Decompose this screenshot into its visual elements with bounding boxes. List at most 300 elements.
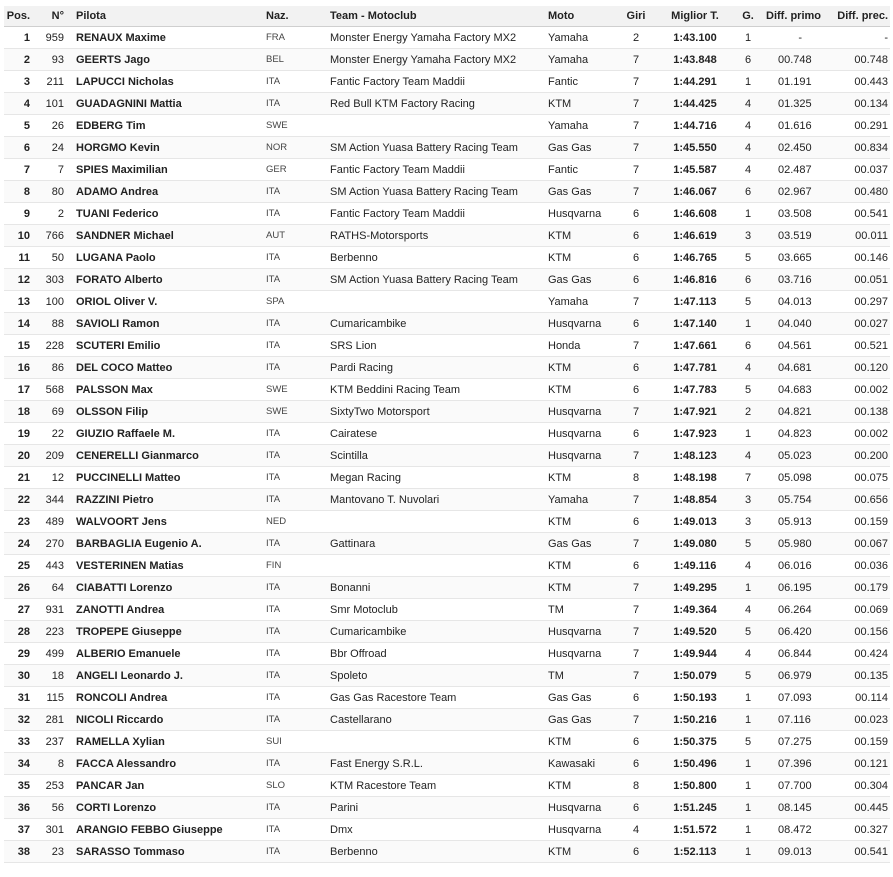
cell-team: SM Action Yuasa Battery Racing Team xyxy=(326,269,544,291)
cell-number: 22 xyxy=(32,423,72,445)
cell-diff-prec: 00.424 xyxy=(832,643,890,665)
cell-number: 56 xyxy=(32,797,72,819)
cell-pos: 31 xyxy=(4,687,32,709)
table-row xyxy=(4,247,890,269)
cell-team xyxy=(326,511,544,533)
table-row xyxy=(4,775,890,797)
cell-best-time: 1:46.067 xyxy=(656,181,734,203)
cell-number: 93 xyxy=(32,49,72,71)
cell-diff-prec: 00.023 xyxy=(832,709,890,731)
cell-giri: 6 xyxy=(616,731,656,753)
cell-moto: KTM xyxy=(544,555,616,577)
cell-diff-prec: 00.027 xyxy=(832,313,890,335)
cell-diff-prec: 00.748 xyxy=(832,49,890,71)
cell-giri: 7 xyxy=(616,643,656,665)
cell-giri: 7 xyxy=(616,71,656,93)
cell-number: 8 xyxy=(32,753,72,775)
cell-g: 3 xyxy=(734,511,762,533)
cell-pos: 30 xyxy=(4,665,32,687)
cell-best-time: 1:48.854 xyxy=(656,489,734,511)
cell-team: Megan Racing xyxy=(326,467,544,489)
cell-diff-prec: 00.656 xyxy=(832,489,890,511)
cell-best-time: 1:49.364 xyxy=(656,599,734,621)
cell-pilota: TUANI Federico xyxy=(72,203,262,225)
cell-giri: 6 xyxy=(616,687,656,709)
cell-best-time: 1:48.123 xyxy=(656,445,734,467)
cell-moto: Yamaha xyxy=(544,27,616,49)
cell-diff-primo: 01.325 xyxy=(762,93,832,115)
cell-best-time: 1:47.923 xyxy=(656,423,734,445)
cell-diff-primo: 03.508 xyxy=(762,203,832,225)
cell-nazione: SUI xyxy=(262,731,326,753)
cell-g: 1 xyxy=(734,753,762,775)
cell-nazione: NOR xyxy=(262,137,326,159)
cell-team: Dmx xyxy=(326,819,544,841)
cell-team: Fantic Factory Team Maddii xyxy=(326,203,544,225)
cell-pilota: ORIOL Oliver V. xyxy=(72,291,262,313)
cell-nazione: ITA xyxy=(262,269,326,291)
cell-pos: 9 xyxy=(4,203,32,225)
cell-diff-prec: 00.075 xyxy=(832,467,890,489)
cell-number: 7 xyxy=(32,159,72,181)
cell-g: 4 xyxy=(734,357,762,379)
cell-pilota: LUGANA Paolo xyxy=(72,247,262,269)
cell-team: Scintilla xyxy=(326,445,544,467)
cell-nazione: ITA xyxy=(262,467,326,489)
cell-nazione: GER xyxy=(262,159,326,181)
cell-giri: 6 xyxy=(616,797,656,819)
table-row xyxy=(4,599,890,621)
cell-g: 4 xyxy=(734,115,762,137)
cell-diff-primo: 04.823 xyxy=(762,423,832,445)
cell-giri: 7 xyxy=(616,445,656,467)
cell-number: 301 xyxy=(32,819,72,841)
cell-pilota: SAVIOLI Ramon xyxy=(72,313,262,335)
cell-moto: Yamaha xyxy=(544,291,616,313)
table-row xyxy=(4,753,890,775)
cell-g: 1 xyxy=(734,203,762,225)
cell-pos: 21 xyxy=(4,467,32,489)
cell-moto: KTM xyxy=(544,247,616,269)
cell-team: Gattinara xyxy=(326,533,544,555)
cell-pilota: FORATO Alberto xyxy=(72,269,262,291)
cell-diff-prec: 00.051 xyxy=(832,269,890,291)
cell-nazione: SWE xyxy=(262,115,326,137)
cell-giri: 7 xyxy=(616,93,656,115)
cell-pos: 4 xyxy=(4,93,32,115)
cell-moto: KTM xyxy=(544,357,616,379)
cell-team: SM Action Yuasa Battery Racing Team xyxy=(326,181,544,203)
cell-best-time: 1:52.113 xyxy=(656,841,734,863)
cell-number: 228 xyxy=(32,335,72,357)
cell-pilota: RAZZINI Pietro xyxy=(72,489,262,511)
table-row xyxy=(4,423,890,445)
table-row xyxy=(4,159,890,181)
cell-diff-primo: 06.844 xyxy=(762,643,832,665)
cell-pilota: ARANGIO FEBBO Giuseppe xyxy=(72,819,262,841)
cell-pilota: SCUTERI Emilio xyxy=(72,335,262,357)
cell-pos: 23 xyxy=(4,511,32,533)
cell-g: 2 xyxy=(734,401,762,423)
cell-number: 88 xyxy=(32,313,72,335)
cell-nazione: SWE xyxy=(262,401,326,423)
cell-pilota: TROPEPE Giuseppe xyxy=(72,621,262,643)
cell-diff-primo: 08.472 xyxy=(762,819,832,841)
cell-best-time: 1:44.291 xyxy=(656,71,734,93)
cell-pos: 3 xyxy=(4,71,32,93)
cell-giri: 7 xyxy=(616,489,656,511)
cell-team: Berbenno xyxy=(326,841,544,863)
cell-g: 4 xyxy=(734,599,762,621)
cell-pilota: PUCCINELLI Matteo xyxy=(72,467,262,489)
cell-pilota: PALSSON Max xyxy=(72,379,262,401)
cell-team: Bonanni xyxy=(326,577,544,599)
table-row xyxy=(4,555,890,577)
table-row xyxy=(4,687,890,709)
table-row xyxy=(4,445,890,467)
cell-pilota: GEERTS Jago xyxy=(72,49,262,71)
cell-pilota: SARASSO Tommaso xyxy=(72,841,262,863)
cell-moto: Husqvarna xyxy=(544,819,616,841)
cell-number: 223 xyxy=(32,621,72,643)
cell-pos: 5 xyxy=(4,115,32,137)
cell-diff-primo: 07.396 xyxy=(762,753,832,775)
cell-nazione: ITA xyxy=(262,203,326,225)
cell-team: Gas Gas Racestore Team xyxy=(326,687,544,709)
cell-g: 6 xyxy=(734,181,762,203)
cell-moto: Husqvarna xyxy=(544,643,616,665)
cell-number: 270 xyxy=(32,533,72,555)
cell-best-time: 1:46.765 xyxy=(656,247,734,269)
cell-pilota: LAPUCCI Nicholas xyxy=(72,71,262,93)
cell-g: 7 xyxy=(734,467,762,489)
cell-diff-prec: 00.304 xyxy=(832,775,890,797)
cell-giri: 7 xyxy=(616,335,656,357)
cell-team: SM Action Yuasa Battery Racing Team xyxy=(326,137,544,159)
cell-diff-primo: 04.683 xyxy=(762,379,832,401)
cell-team: Fantic Factory Team Maddii xyxy=(326,71,544,93)
cell-diff-prec: 00.002 xyxy=(832,379,890,401)
cell-pilota: ADAMO Andrea xyxy=(72,181,262,203)
table-row xyxy=(4,357,890,379)
cell-number: 766 xyxy=(32,225,72,247)
cell-best-time: 1:50.800 xyxy=(656,775,734,797)
cell-pos: 17 xyxy=(4,379,32,401)
header-best-time: Miglior T. xyxy=(656,6,734,27)
cell-number: 959 xyxy=(32,27,72,49)
cell-best-time: 1:49.116 xyxy=(656,555,734,577)
cell-giri: 7 xyxy=(616,621,656,643)
cell-giri: 2 xyxy=(616,27,656,49)
cell-nazione: SWE xyxy=(262,379,326,401)
cell-nazione: ITA xyxy=(262,819,326,841)
cell-diff-prec: 00.327 xyxy=(832,819,890,841)
cell-number: 568 xyxy=(32,379,72,401)
table-row xyxy=(4,709,890,731)
header-diff-primo: Diff. primo xyxy=(762,6,832,27)
cell-nazione: ITA xyxy=(262,533,326,555)
cell-g: 1 xyxy=(734,71,762,93)
cell-diff-prec: 00.541 xyxy=(832,841,890,863)
cell-giri: 8 xyxy=(616,775,656,797)
cell-best-time: 1:49.520 xyxy=(656,621,734,643)
cell-nazione: BEL xyxy=(262,49,326,71)
header-nazione: Naz. xyxy=(262,6,326,27)
header-pos: Pos. xyxy=(4,6,32,27)
cell-diff-prec: 00.036 xyxy=(832,555,890,577)
cell-g: 1 xyxy=(734,797,762,819)
cell-diff-prec: 00.120 xyxy=(832,357,890,379)
cell-diff-primo: 05.913 xyxy=(762,511,832,533)
cell-giri: 6 xyxy=(616,357,656,379)
cell-pos: 26 xyxy=(4,577,32,599)
cell-team: SixtyTwo Motorsport xyxy=(326,401,544,423)
cell-moto: Gas Gas xyxy=(544,137,616,159)
cell-best-time: 1:50.079 xyxy=(656,665,734,687)
cell-diff-prec: 00.011 xyxy=(832,225,890,247)
cell-pilota: CENERELLI Gianmarco xyxy=(72,445,262,467)
cell-pilota: BARBAGLIA Eugenio A. xyxy=(72,533,262,555)
cell-nazione: FIN xyxy=(262,555,326,577)
cell-best-time: 1:45.587 xyxy=(656,159,734,181)
cell-diff-prec: 00.834 xyxy=(832,137,890,159)
cell-team: Monster Energy Yamaha Factory MX2 xyxy=(326,27,544,49)
cell-diff-prec: 00.159 xyxy=(832,511,890,533)
cell-best-time: 1:43.848 xyxy=(656,49,734,71)
cell-g: 5 xyxy=(734,533,762,555)
cell-pos: 18 xyxy=(4,401,32,423)
cell-team: Cumaricambike xyxy=(326,313,544,335)
cell-best-time: 1:49.295 xyxy=(656,577,734,599)
cell-best-time: 1:45.550 xyxy=(656,137,734,159)
cell-number: 2 xyxy=(32,203,72,225)
table-row xyxy=(4,27,890,49)
cell-moto: Gas Gas xyxy=(544,709,616,731)
cell-moto: KTM xyxy=(544,467,616,489)
cell-best-time: 1:49.080 xyxy=(656,533,734,555)
cell-giri: 7 xyxy=(616,709,656,731)
cell-diff-primo: 00.748 xyxy=(762,49,832,71)
cell-moto: KTM xyxy=(544,731,616,753)
cell-pilota: WALVOORT Jens xyxy=(72,511,262,533)
table-row xyxy=(4,467,890,489)
cell-nazione: ITA xyxy=(262,687,326,709)
table-header xyxy=(4,6,890,27)
cell-diff-primo: - xyxy=(762,27,832,49)
cell-pilota: OLSSON Filip xyxy=(72,401,262,423)
cell-diff-prec: 00.541 xyxy=(832,203,890,225)
cell-pos: 25 xyxy=(4,555,32,577)
cell-team: Parini xyxy=(326,797,544,819)
cell-g: 5 xyxy=(734,665,762,687)
cell-diff-primo: 04.040 xyxy=(762,313,832,335)
cell-giri: 7 xyxy=(616,533,656,555)
cell-giri: 8 xyxy=(616,467,656,489)
cell-g: 4 xyxy=(734,445,762,467)
cell-pos: 6 xyxy=(4,137,32,159)
cell-giri: 6 xyxy=(616,247,656,269)
cell-number: 80 xyxy=(32,181,72,203)
cell-best-time: 1:50.193 xyxy=(656,687,734,709)
cell-pos: 35 xyxy=(4,775,32,797)
cell-diff-primo: 02.487 xyxy=(762,159,832,181)
cell-moto: Husqvarna xyxy=(544,423,616,445)
cell-diff-primo: 06.264 xyxy=(762,599,832,621)
cell-g: 1 xyxy=(734,709,762,731)
cell-pilota: RENAUX Maxime xyxy=(72,27,262,49)
cell-nazione: ITA xyxy=(262,797,326,819)
cell-best-time: 1:50.375 xyxy=(656,731,734,753)
cell-diff-prec: 00.156 xyxy=(832,621,890,643)
table-row xyxy=(4,401,890,423)
cell-moto: KTM xyxy=(544,93,616,115)
cell-nazione: ITA xyxy=(262,335,326,357)
cell-number: 24 xyxy=(32,137,72,159)
cell-best-time: 1:46.608 xyxy=(656,203,734,225)
cell-number: 69 xyxy=(32,401,72,423)
cell-giri: 6 xyxy=(616,203,656,225)
table-row xyxy=(4,137,890,159)
cell-pilota: CIABATTI Lorenzo xyxy=(72,577,262,599)
cell-nazione: ITA xyxy=(262,665,326,687)
cell-team: Pardi Racing xyxy=(326,357,544,379)
cell-diff-primo: 04.013 xyxy=(762,291,832,313)
cell-best-time: 1:47.921 xyxy=(656,401,734,423)
cell-number: 237 xyxy=(32,731,72,753)
cell-team: KTM Racestore Team xyxy=(326,775,544,797)
cell-diff-prec: 00.037 xyxy=(832,159,890,181)
cell-team: KTM Beddini Racing Team xyxy=(326,379,544,401)
cell-nazione: ITA xyxy=(262,247,326,269)
table-row xyxy=(4,621,890,643)
cell-team xyxy=(326,291,544,313)
cell-pos: 13 xyxy=(4,291,32,313)
table-row xyxy=(4,489,890,511)
cell-g: 5 xyxy=(734,291,762,313)
table-row xyxy=(4,841,890,863)
table-row xyxy=(4,577,890,599)
table-body xyxy=(4,27,890,863)
cell-g: 4 xyxy=(734,555,762,577)
cell-number: 344 xyxy=(32,489,72,511)
results-table xyxy=(4,6,890,863)
cell-pos: 32 xyxy=(4,709,32,731)
cell-pos: 7 xyxy=(4,159,32,181)
cell-best-time: 1:49.013 xyxy=(656,511,734,533)
cell-nazione: SPA xyxy=(262,291,326,313)
cell-pos: 28 xyxy=(4,621,32,643)
cell-pilota: ALBERIO Emanuele xyxy=(72,643,262,665)
cell-giri: 6 xyxy=(616,423,656,445)
cell-moto: Husqvarna xyxy=(544,401,616,423)
cell-number: 50 xyxy=(32,247,72,269)
cell-best-time: 1:47.781 xyxy=(656,357,734,379)
cell-giri: 6 xyxy=(616,379,656,401)
cell-pos: 15 xyxy=(4,335,32,357)
cell-moto: Husqvarna xyxy=(544,313,616,335)
cell-g: 4 xyxy=(734,643,762,665)
cell-g: 3 xyxy=(734,225,762,247)
cell-pilota: GUADAGNINI Mattia xyxy=(72,93,262,115)
cell-diff-prec: 00.297 xyxy=(832,291,890,313)
cell-pos: 34 xyxy=(4,753,32,775)
cell-diff-prec: 00.480 xyxy=(832,181,890,203)
cell-team xyxy=(326,115,544,137)
table-row xyxy=(4,819,890,841)
cell-g: 5 xyxy=(734,731,762,753)
cell-moto: KTM xyxy=(544,511,616,533)
cell-pos: 38 xyxy=(4,841,32,863)
cell-g: 1 xyxy=(734,687,762,709)
cell-diff-primo: 03.519 xyxy=(762,225,832,247)
cell-number: 281 xyxy=(32,709,72,731)
cell-giri: 7 xyxy=(616,115,656,137)
cell-pilota: PANCAR Jan xyxy=(72,775,262,797)
cell-diff-primo: 03.716 xyxy=(762,269,832,291)
cell-pilota: EDBERG Tim xyxy=(72,115,262,137)
cell-number: 443 xyxy=(32,555,72,577)
cell-pilota: SPIES Maximilian xyxy=(72,159,262,181)
cell-number: 303 xyxy=(32,269,72,291)
cell-giri: 7 xyxy=(616,49,656,71)
cell-number: 931 xyxy=(32,599,72,621)
cell-giri: 7 xyxy=(616,137,656,159)
cell-team: Red Bull KTM Factory Racing xyxy=(326,93,544,115)
cell-number: 101 xyxy=(32,93,72,115)
table-row xyxy=(4,665,890,687)
cell-team: Mantovano T. Nuvolari xyxy=(326,489,544,511)
cell-nazione: ITA xyxy=(262,93,326,115)
cell-pos: 11 xyxy=(4,247,32,269)
cell-diff-primo: 05.023 xyxy=(762,445,832,467)
cell-nazione: ITA xyxy=(262,423,326,445)
cell-nazione: ITA xyxy=(262,643,326,665)
table-row xyxy=(4,71,890,93)
cell-diff-prec: 00.291 xyxy=(832,115,890,137)
cell-g: 3 xyxy=(734,489,762,511)
cell-best-time: 1:44.425 xyxy=(656,93,734,115)
cell-nazione: ITA xyxy=(262,357,326,379)
cell-diff-primo: 06.420 xyxy=(762,621,832,643)
cell-giri: 4 xyxy=(616,819,656,841)
cell-moto: Fantic xyxy=(544,71,616,93)
cell-nazione: ITA xyxy=(262,313,326,335)
cell-pos: 37 xyxy=(4,819,32,841)
cell-diff-prec: 00.159 xyxy=(832,731,890,753)
cell-pilota: GIUZIO Raffaele M. xyxy=(72,423,262,445)
cell-diff-primo: 04.681 xyxy=(762,357,832,379)
cell-giri: 6 xyxy=(616,313,656,335)
cell-number: 18 xyxy=(32,665,72,687)
cell-moto: Husqvarna xyxy=(544,797,616,819)
cell-number: 489 xyxy=(32,511,72,533)
cell-g: 5 xyxy=(734,621,762,643)
cell-g: 1 xyxy=(734,27,762,49)
cell-best-time: 1:47.113 xyxy=(656,291,734,313)
cell-g: 1 xyxy=(734,775,762,797)
cell-pos: 16 xyxy=(4,357,32,379)
cell-nazione: SLO xyxy=(262,775,326,797)
cell-diff-primo: 01.191 xyxy=(762,71,832,93)
cell-best-time: 1:47.783 xyxy=(656,379,734,401)
cell-g: 1 xyxy=(734,577,762,599)
cell-team: Monster Energy Yamaha Factory MX2 xyxy=(326,49,544,71)
cell-diff-prec: 00.200 xyxy=(832,445,890,467)
header-g: G. xyxy=(734,6,762,27)
cell-moto: KTM xyxy=(544,577,616,599)
cell-pos: 27 xyxy=(4,599,32,621)
cell-g: 1 xyxy=(734,313,762,335)
